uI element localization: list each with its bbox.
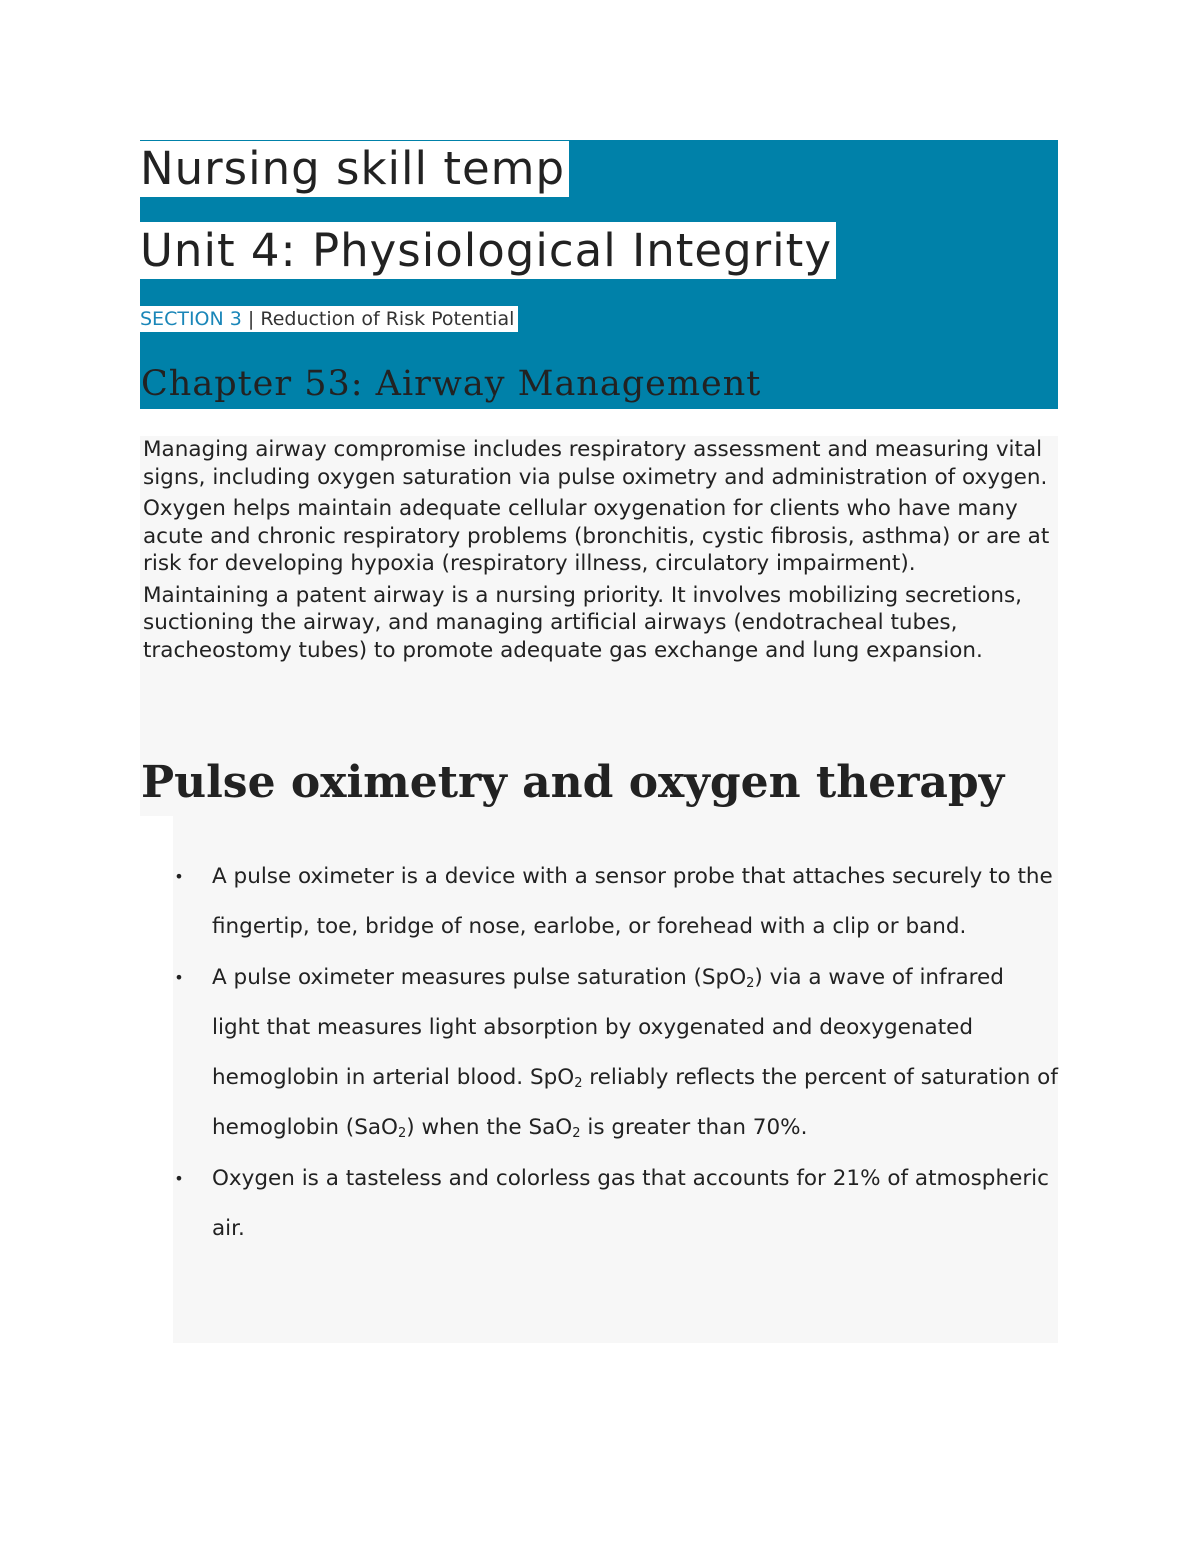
intro-paragraph: Managing airway compromise includes respiratory assessment and measuring vital signs, including oxygen saturation via pulse oximetry and administration of oxygen. <box>143 437 1048 490</box>
list-item-text: A pulse oximeter measures pulse saturation (SpO$_2$) via a wave of infrared light that measures light absorption by oxygenated and deoxygenated hemoglobin in arterial blood. SpO$_2$ reliably reflects the percent of saturation of hemoglobin (SaO$_2$) when the SaO$_2$ is greater than 70%. <box>212 964 1058 1142</box>
bullet-icon: • <box>174 867 184 886</box>
document-title: Nursing skill temp <box>140 141 569 197</box>
section-name: Reduction of Risk Potential <box>260 308 515 330</box>
list-item-text: Oxygen is a tasteless and colorless gas that accounts for 21% of atmospheric air. <box>212 1165 1049 1242</box>
intro-text <box>143 436 1053 668</box>
section-label: SECTION 3 <box>140 308 242 330</box>
bullet-icon: • <box>174 1168 184 1188</box>
list-item-text: A pulse oximeter is a device with a sensor probe that attaches securely to the fingertip, toe, bridge of nose, earlobe, or forehead with a clip or band. <box>212 864 1053 940</box>
unit-title: Unit 4: Physiological Integrity <box>140 222 836 279</box>
bullet-list <box>173 852 1058 1254</box>
list-item <box>173 852 1058 953</box>
list-item <box>173 1154 1058 1255</box>
bullet-icon: • <box>174 967 184 987</box>
list-item <box>173 953 1058 1154</box>
chapter-title: Chapter 53: Airway Management <box>141 364 762 404</box>
intro-paragraph: Oxygen helps maintain adequate cellular oxygenation for clients who have many acute and chronic respiratory problems (bronchitis, cystic fibrosis, asthma) or are at risk for developing hypoxia (respiratory illness, circulatory impairment). <box>143 496 1050 576</box>
intro-paragraph: Maintaining a patent airway is a nursing priority. It involves mobilizing secretions, suctioning the airway, and managing artificial airways (endotracheal tubes, tracheostomy tubes) to promote adequate gas exchange and lung expansion. <box>143 582 1023 663</box>
section-line <box>140 306 518 332</box>
section-heading: Pulse oximetry and oxygen therapy <box>141 757 1005 808</box>
section-separator: | <box>247 308 255 330</box>
